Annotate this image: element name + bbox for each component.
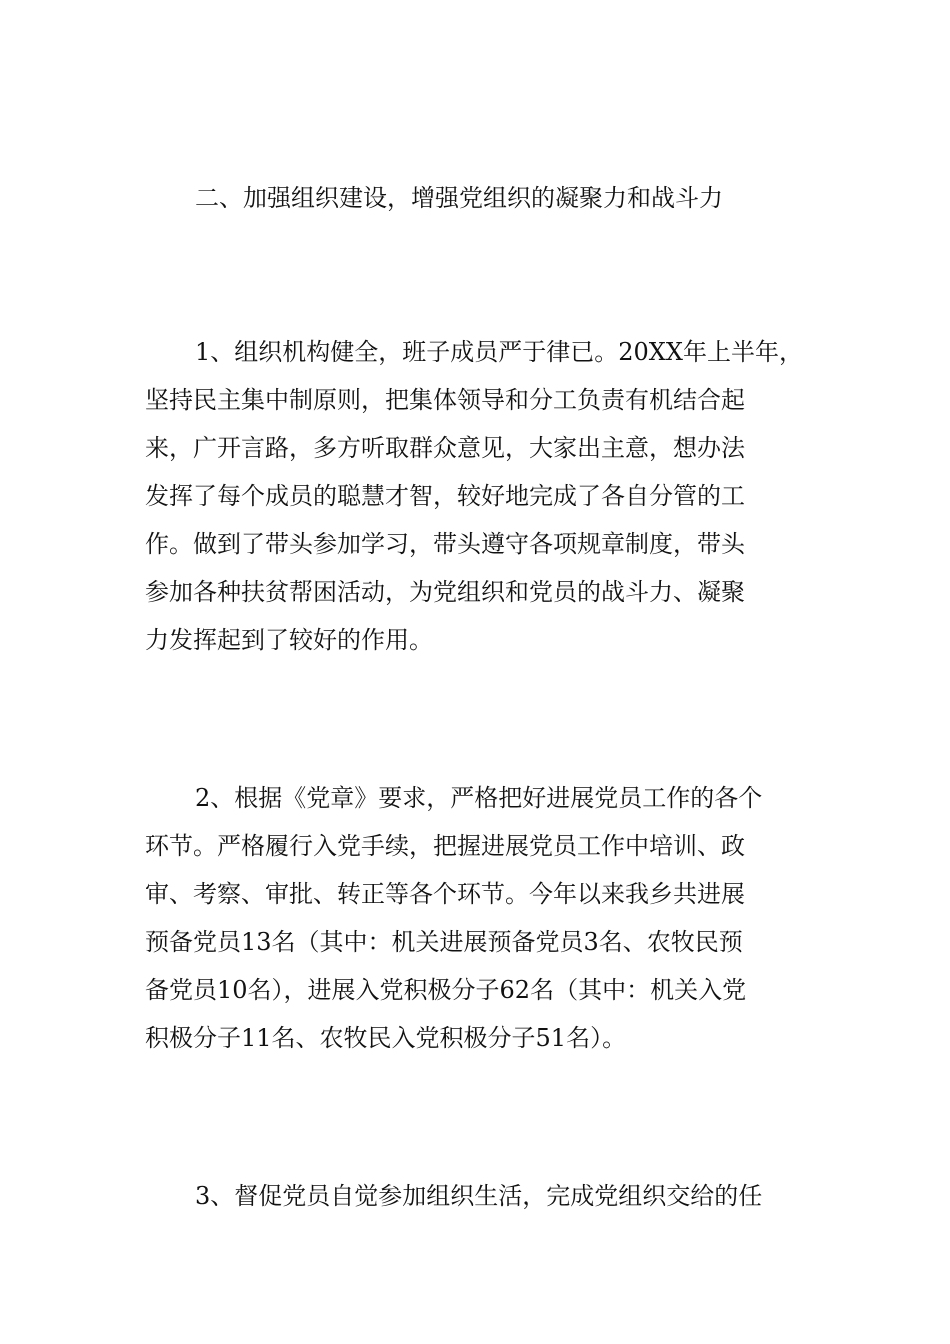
paragraph-line: 来，广开言路，多方听取群众意见，大家出主意，想办法: [145, 434, 745, 462]
paragraph-line: 参加各种扶贫帮困活动，为党组织和党员的战斗力、凝聚: [145, 578, 745, 606]
paragraph-line: 力发挥起到了较好的作用。: [145, 626, 433, 654]
paragraph-line: 2、根据《党章》要求，严格把好进展党员工作的各个: [195, 784, 763, 812]
paragraph-line: 作。做到了带头参加学习，带头遵守各项规章制度，带头: [145, 530, 745, 558]
paragraph-line: 积极分子11名、农牧民入党积极分子51名）。: [145, 1024, 627, 1052]
paragraph-line: 审、考察、审批、转正等各个环节。今年以来我乡共进展: [145, 880, 745, 908]
paragraph-3: [145, 1172, 810, 1220]
paragraph-line: 1、组织机构健全，班子成员严于律已。20XX年上半年，: [195, 338, 803, 366]
paragraph-line: 预备党员13名（其中：机关进展预备党员3名、农牧民预: [145, 928, 743, 956]
paragraph-line: 环节。严格履行入党手续，把握进展党员工作中培训、政: [145, 832, 745, 860]
paragraph-line: 3、督促党员自觉参加组织生活，完成党组织交给的任: [195, 1182, 763, 1210]
paragraph-line: 发挥了每个成员的聪慧才智，较好地完成了各自分管的工: [145, 482, 745, 510]
paragraph-line: 备党员10名），进展入党积极分子62名（其中：机关入党: [145, 976, 747, 1004]
paragraph-1: [145, 328, 810, 664]
section-heading: 二、加强组织建设，增强党组织的凝聚力和战斗力: [195, 184, 723, 212]
paragraph-line: 坚持民主集中制原则，把集体领导和分工负责有机结合起: [145, 386, 745, 414]
paragraph-2: [145, 774, 810, 1062]
